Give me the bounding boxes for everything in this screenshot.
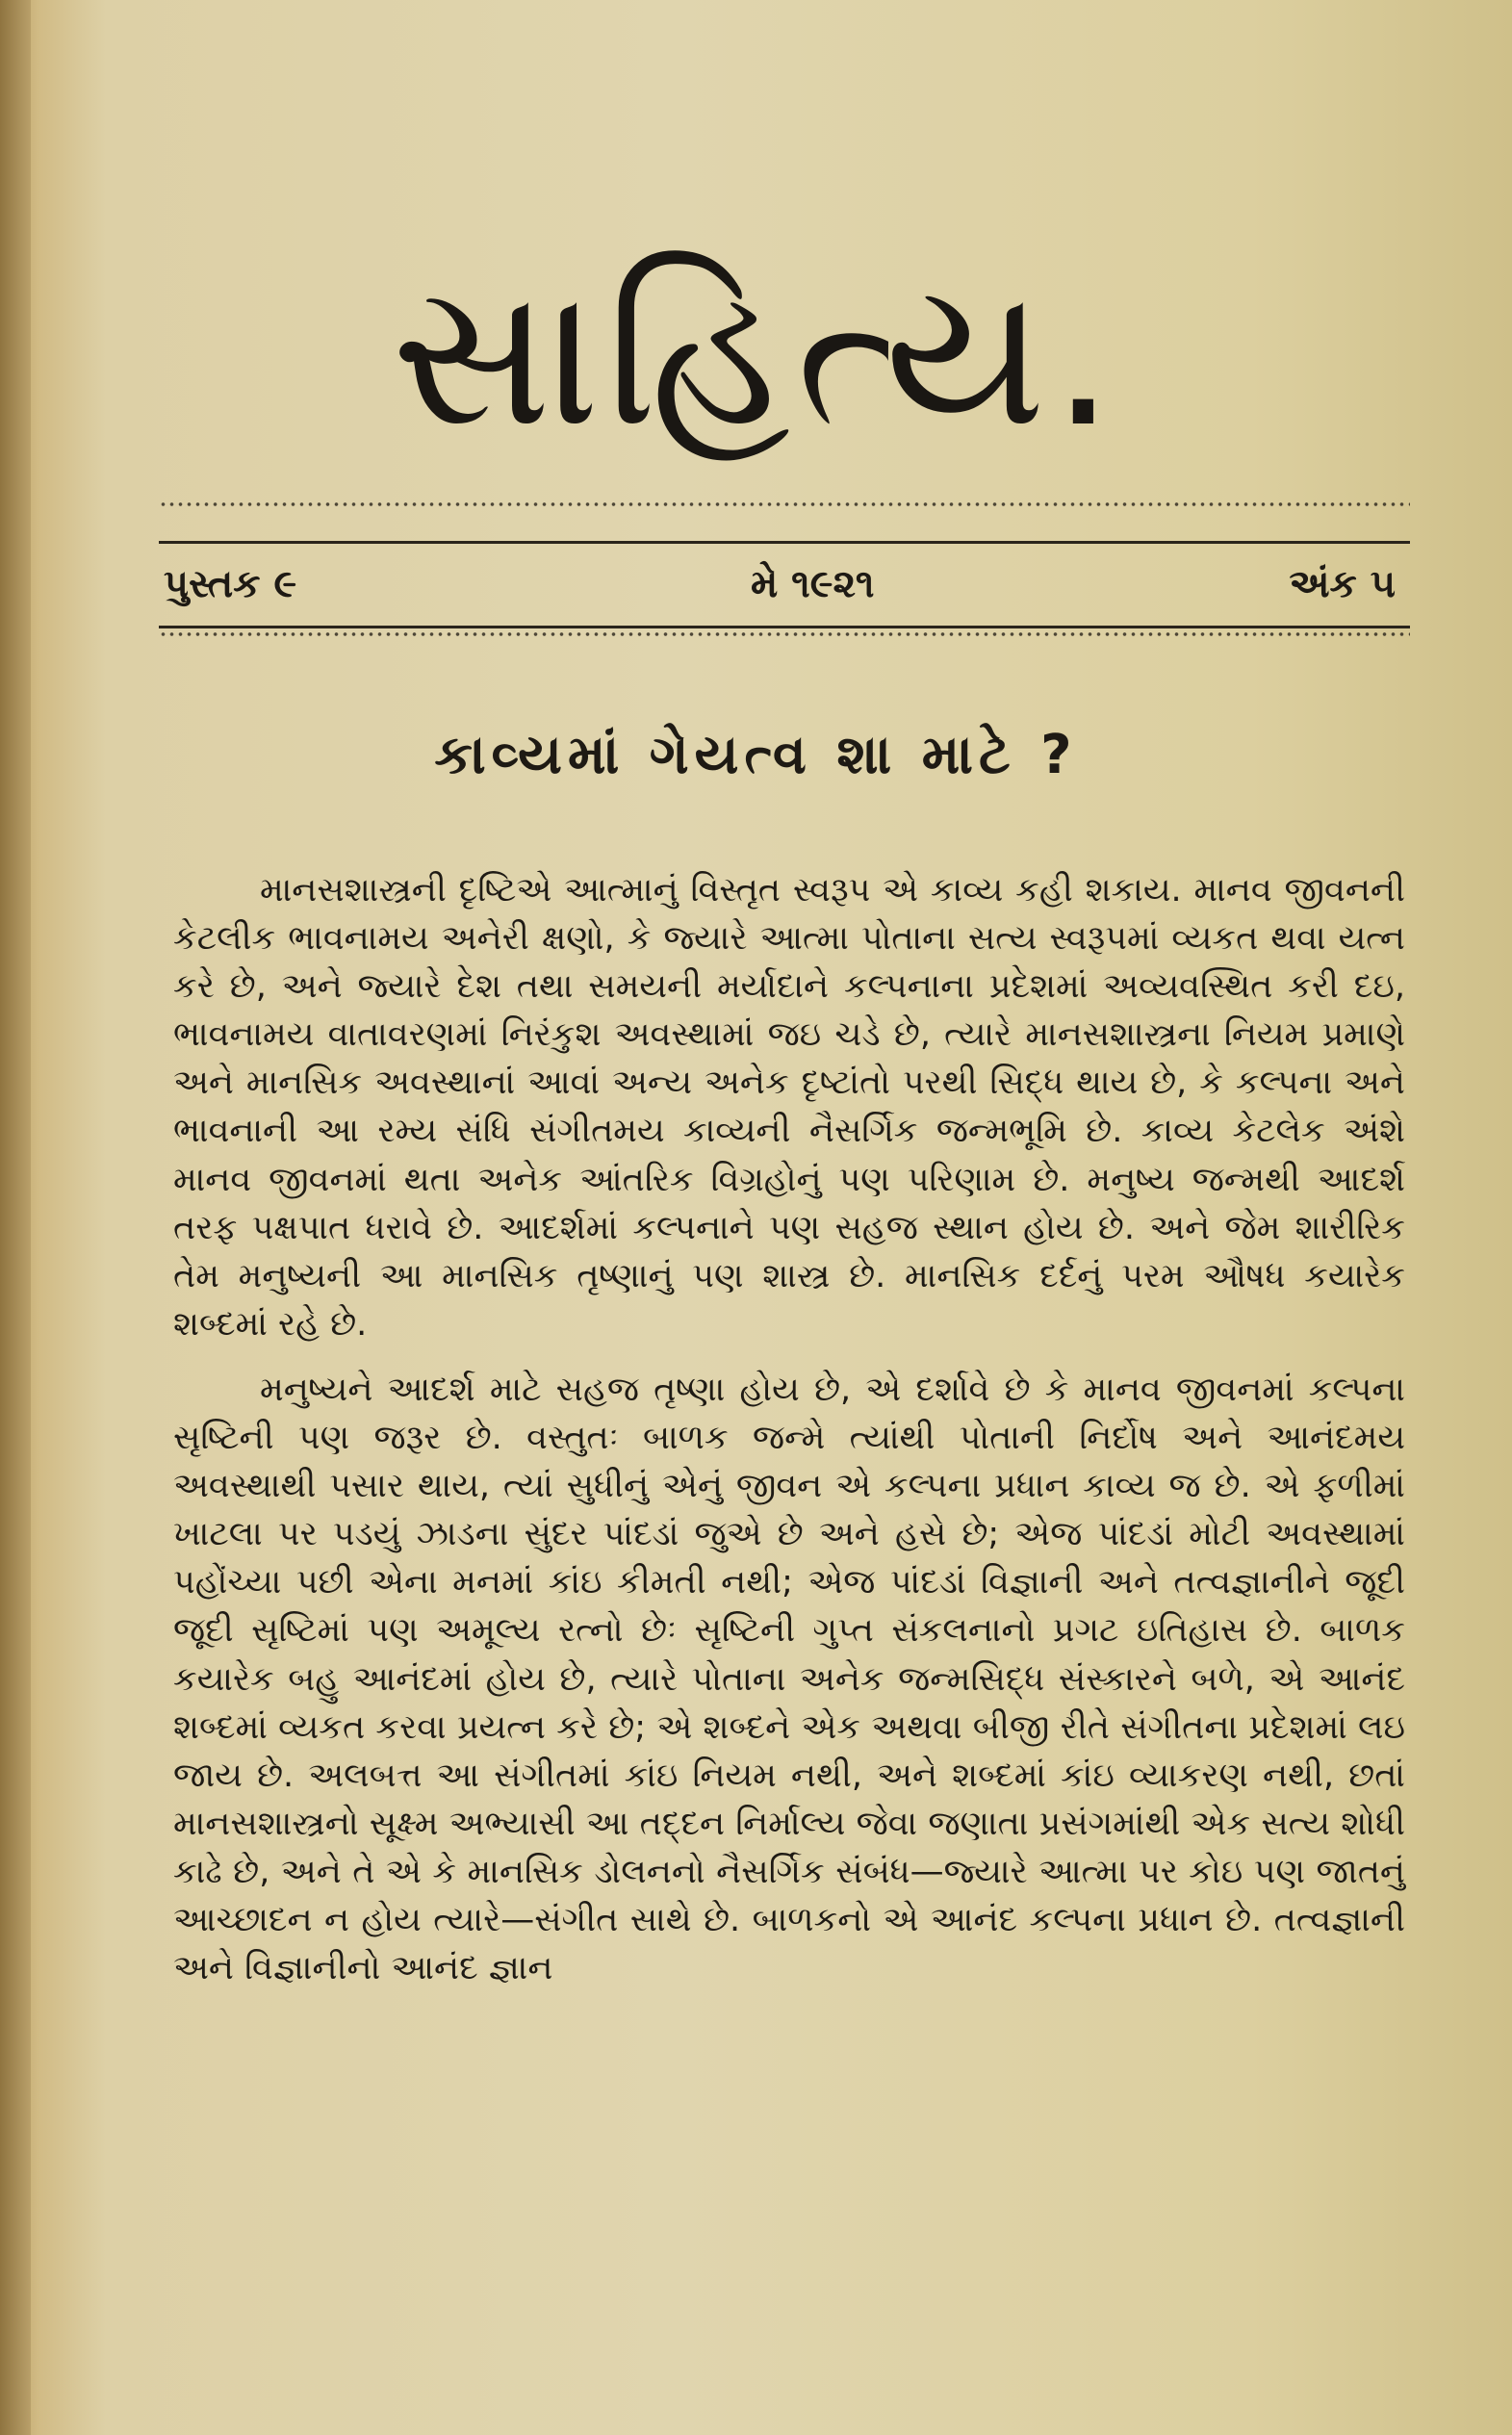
decorative-rule-top xyxy=(159,500,1410,510)
decorative-rule-bottom xyxy=(159,630,1410,640)
article-body xyxy=(173,866,1405,1992)
masthead-title: સાહિત્ય. xyxy=(391,242,1121,471)
issue-number: અંક ૫ xyxy=(1289,562,1396,606)
issue-date: મે ૧૯૨૧ xyxy=(751,562,875,606)
article-paragraph-1: માનસશાસ્ત્રની દૃષ્ટિએ આત્માનું વિસ્તૃત સ્વરૂપ એ કાવ્ય કહી શકાય. માનવ જીવનની કેટલીક ભાવનામય અનેરી ક્ષણો, કે જ્યારે આત્મા પોતાના સત્ય સ્વરૂપમાં વ્યકત થવા યત્ન કરે છે, અને જ્યારે દેશ તથા સમયની મર્યાદાને કલ્પનાના પ્રદેશમાં અવ્યવસ્થિત કરી દઇ, ભાવનામય વાતાવરણમાં નિરંકુશ અવસ્થામાં જઇ ચડે છે, ત્યારે માનસશાસ્ત્રના નિયમ પ્રમાણે અને માનસિક અવસ્થાનાં આવાં અન્ય અનેક દૃષ્ટાંતો પરથી સિદ્ધ થાય છે, કે કલ્પના અને ભાવનાની આ રમ્ય સંધિ સંગીતમય કાવ્યની નૈસર્ગિક જન્મભૂમિ છે. કાવ્ય કેટલેક અંશે માનવ જીવનમાં થતા અનેક આંતરિક વિગ્રહોનું પણ પરિણામ છે. મનુષ્ય જન્મથી આદર્શ તરફ પક્ષપાત ધરાવે છે. આદર્શમાં કલ્પનાને પણ સહજ સ્થાન હોય છે. અને જેમ શારીરિક તેમ મનુષ્યની આ માનસિક તૃષ્ણાનું પણ શાસ્ત્ર છે. માનસિક દર્દનું પરમ ઔષધ કયારેક શબ્દમાં રહે છે. xyxy=(173,871,1405,1344)
article-paragraph-2: મનુષ્યને આદર્શ માટે સહજ તૃષ્ણા હોય છે, એ દર્શાવે છે કે માનવ જીવનમાં કલ્પના સૃષ્ટિની પણ જરૂર છે. વસ્તુતઃ બાળક જન્મે ત્યાંથી પોતાની નિર્દોષ અને આનંદમય અવસ્થાથી પસાર થાય, ત્યાં સુધીનું એનું જીવન એ કલ્પના પ્રધાન કાવ્ય જ છે. એ ફળીમાં ખાટલા પર પડયું ઝાડના સુંદર પાંદડાં જુએ છે અને હસે છે; એજ પાંદડાં મોટી અવસ્થામાં પહોંચ્યા પછી એના મનમાં કાંઇ કીમતી નથી; એજ પાંદડાં વિજ્ઞાની અને તત્વજ્ઞાનીને જૂદી જૂદી સૃષ્ટિમાં પણ અમૂલ્ય રત્નો છેઃ સૃષ્ટિની ગુપ્ત સંકલનાનો પ્રગટ ઇતિહાસ છે. બાળક કયારેક બહુ આનંદમાં હોય છે, ત્યારે પોતાના અનેક જન્મસિદ્ધ સંસ્કારને બળે, એ આનંદ શબ્દમાં વ્યકત કરવા પ્રયત્ન કરે છે; એ શબ્દને એક અથવા બીજી રીતે સંગીતના પ્રદેશમાં લઇ જાય છે. અલબત્ત આ સંગીતમાં કાંઇ નિયમ નથી, અને શબ્દમાં કાંઇ વ્યાકરણ નથી, છતાં માનસશાસ્ત્રનો સૂક્ષ્મ અભ્યાસી આ તદ્દન નિર્માલ્ય જેવા જણાતા પ્રસંગમાંથી એક સત્ય શોધી કાઢે છે, અને તે એ કે માનસિક ડોલનનો નૈસર્ગિક સંબંધ—જ્યારે આત્મા પર કોઇ પણ જાતનું આચ્છાદન ન હોય ત્યારે—સંગીત સાથે છે. બાળકનો એ આનંદ કલ્પના પ્રધાન છે. તત્વજ્ઞાની અને વિજ્ઞાનીનો આનંદ જ્ઞાન xyxy=(173,1370,1405,1988)
divider-line-bottom xyxy=(159,626,1410,628)
volume-label: પુસ્તક ૯ xyxy=(164,562,297,606)
issue-info-row xyxy=(164,551,1405,618)
divider-line-top xyxy=(159,541,1410,544)
article-title: કાવ્યમાં ગેયત્વ શા માટે ? xyxy=(434,724,1078,786)
